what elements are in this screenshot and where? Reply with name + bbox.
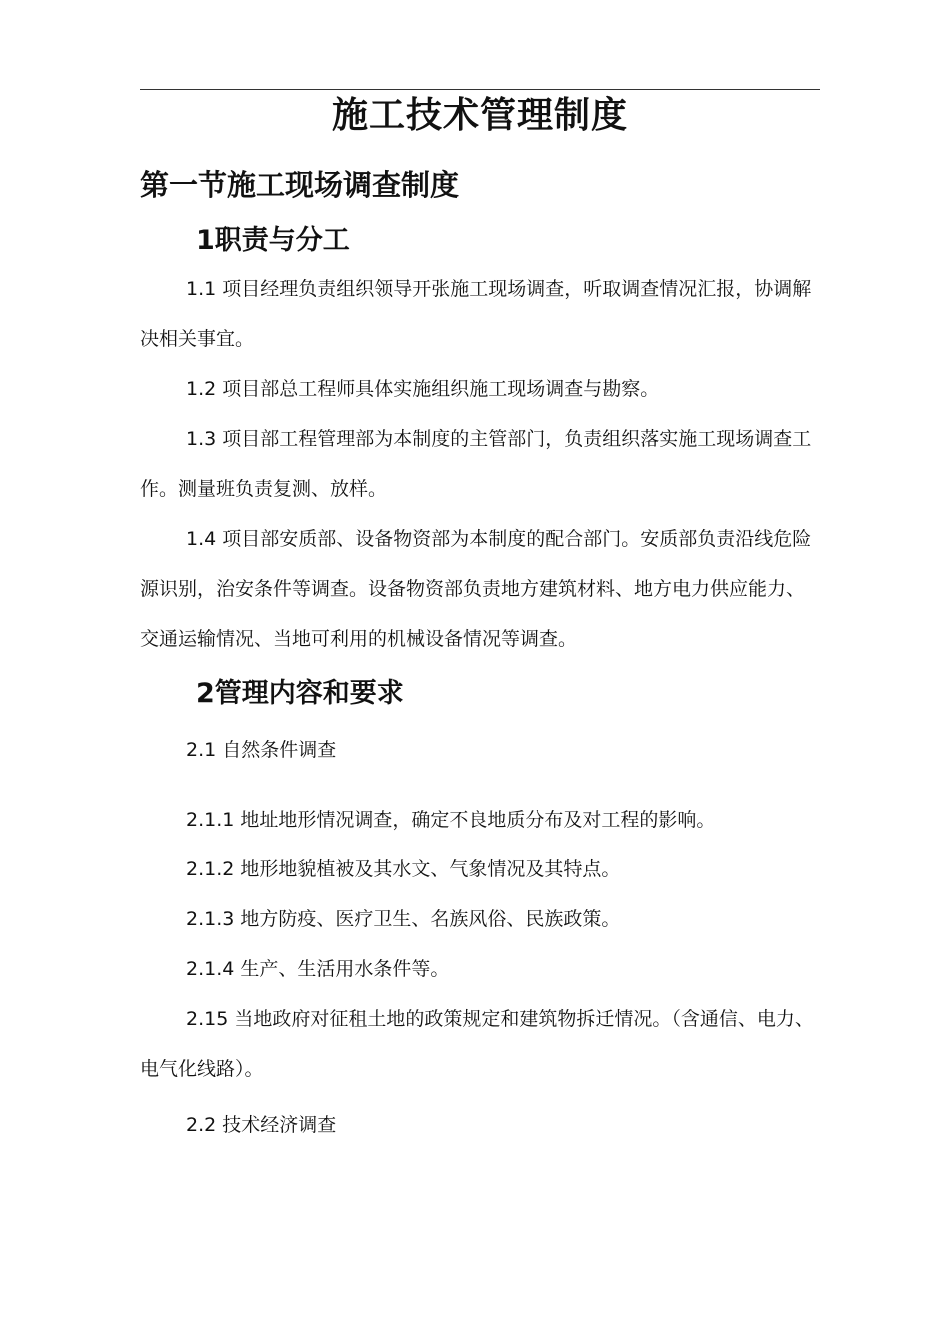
paragraph-1-3: 1.3 项目部工程管理部为本制度的主管部门，负责组织落实施工现场调查工作。测量班负责复测、放样。	[140, 428, 812, 500]
header-rule	[140, 89, 820, 90]
paragraph-2-1: 2.1 自然条件调查	[186, 739, 337, 761]
paragraph-1-4: 1.4 项目部安质部、设备物资部为本制度的配合部门。安质部负责沿线危险源识别，治安条件等调查。设备物资部负责地方建筑材料、地方电力供应能力、交通运输情况、当地可利用的机械设备情况等调查。	[140, 528, 812, 650]
paragraph-1-2: 1.2 项目部总工程师具体实施组织施工现场调查与勘察。	[186, 378, 660, 400]
paragraph-1-1: 1.1 项目经理负责组织领导开张施工现场调查，听取调查情况汇报，协调解决相关事宜。	[140, 278, 812, 350]
paragraph-2-1-4: 2.1.4 生产、生活用水条件等。	[186, 958, 450, 980]
paragraph-2-2: 2.2 技术经济调查	[186, 1114, 337, 1136]
paragraph-2-1-5: 2.15 当地政府对征租土地的政策规定和建筑物拆迁情况。（含通信、电力、电气化线路）。	[140, 1008, 814, 1080]
paragraph-2-1-2: 2.1.2 地形地貌植被及其水文、气象情况及其特点。	[186, 858, 621, 880]
document-title: 施工技术管理制度	[331, 95, 628, 136]
section-title: 第一节施工现场调查制度	[140, 168, 460, 202]
paragraph-2-1-1: 2.1.1 地址地形情况调查，确定不良地质分布及对工程的影响。	[186, 809, 716, 831]
heading-management-content: 2管理内容和要求	[196, 678, 404, 709]
paragraph-2-1-3: 2.1.3 地方防疫、医疗卫生、名族风俗、民族政策。	[186, 908, 621, 930]
heading-responsibilities: 1职责与分工	[196, 225, 350, 256]
